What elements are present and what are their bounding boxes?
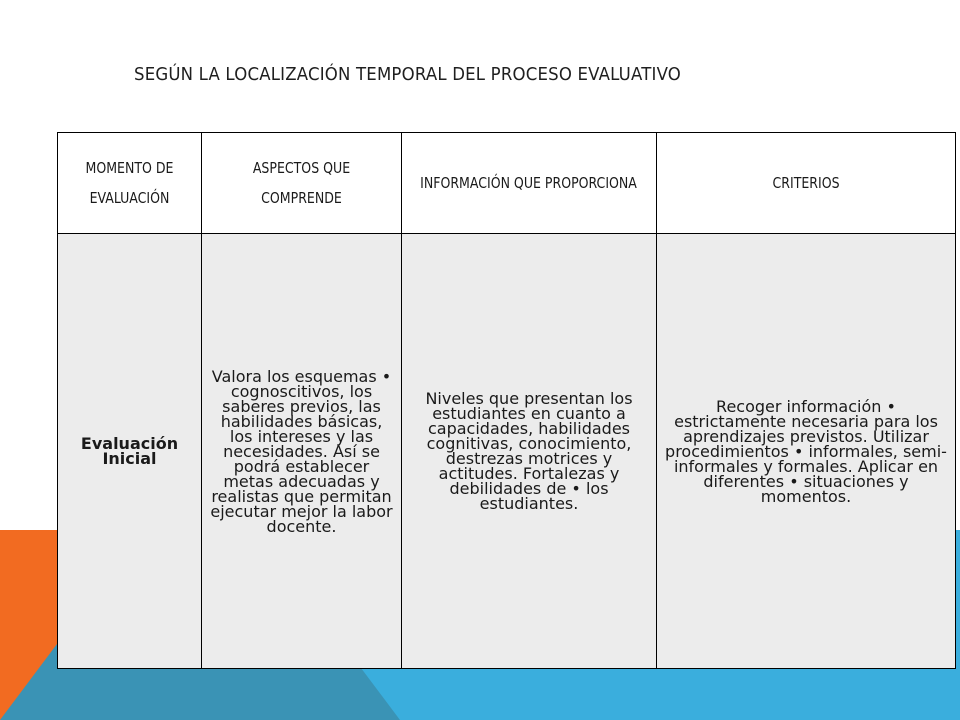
header-informacion bbox=[402, 133, 657, 234]
header-aspectos bbox=[202, 133, 402, 234]
header-criterios-label: CRITERIOS bbox=[772, 174, 840, 192]
table-header-row bbox=[58, 133, 956, 234]
header-momento bbox=[58, 133, 202, 234]
header-aspectos-label: ASPECTOS QUE COMPRENDE bbox=[252, 159, 351, 207]
table-row bbox=[58, 234, 956, 669]
header-informacion-label: INFORMACIÓN QUE PROPORCIONA bbox=[420, 174, 638, 192]
cell-criterios: Recoger información • estrictamente necesaria para los aprendizajes previstos. Utilizar procedimientos • informales, semi-informales y formales. Aplicar en diferentes • situaciones y momentos. bbox=[657, 234, 956, 669]
evaluation-table bbox=[57, 132, 956, 669]
cell-informacion: Niveles que presentan los estudiantes en cuanto a capacidades, habilidades cognitivas, conocimiento, destrezas motrices y actitudes. Fortalezas y debilidades de • los estudiantes. bbox=[402, 234, 657, 669]
cell-aspectos: Valora los esquemas • cognoscitivos, los saberes previos, las habilidades básicas, los intereses y las necesidades. Así se podrá establecer metas adecuadas y realistas que permitan ejecutar mejor la labor docente. bbox=[202, 234, 402, 669]
header-criterios bbox=[657, 133, 956, 234]
cell-momento: Evaluación Inicial bbox=[58, 234, 202, 669]
page-title: SEGÚN LA LOCALIZACIÓN TEMPORAL DEL PROCESO EVALUATIVO bbox=[134, 64, 682, 85]
header-momento-label: MOMENTO DE EVALUACIÓN bbox=[85, 159, 174, 207]
